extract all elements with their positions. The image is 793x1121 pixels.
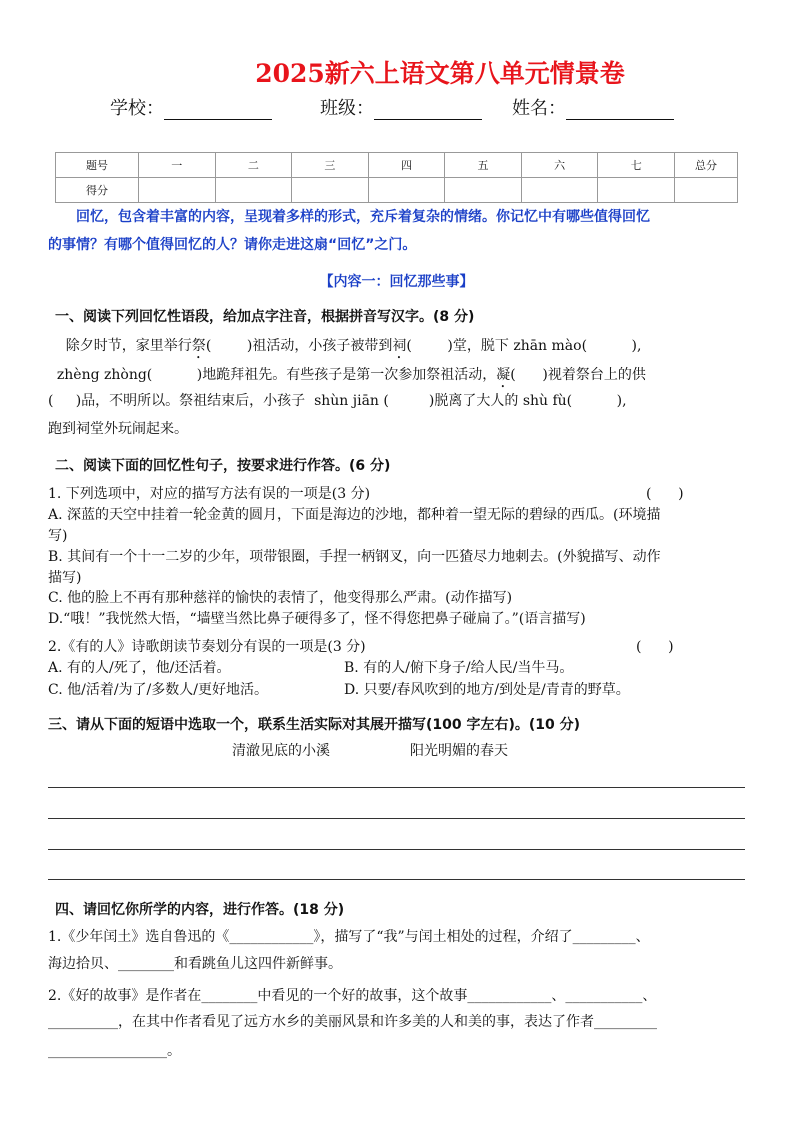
cell: 五 bbox=[445, 153, 522, 178]
school-label: 学校： bbox=[110, 98, 164, 119]
option-a: A. 有的人/死了，他/还活着。 bbox=[48, 660, 231, 676]
score-cell[interactable] bbox=[139, 178, 216, 203]
dotted-char: 凝 bbox=[496, 367, 511, 383]
writing-line[interactable] bbox=[48, 787, 745, 788]
cell: 七 bbox=[598, 153, 675, 178]
intro-line: 的事情？有哪个值得回忆的人？请你走进这扇“回忆”之门。 bbox=[48, 237, 417, 253]
fill-line[interactable]: 1.《少年闰土》选自鲁迅的《____________》，描写了“我”与闰土相处的过程，介绍了_________、 bbox=[48, 929, 650, 945]
text: 除夕时节，家里举行 bbox=[48, 338, 192, 354]
option-line: 描写) bbox=[48, 570, 82, 586]
option-line: D.“哦！”我恍然大悟，“墙壁当然比鼻子硬得多了，怪不得您把鼻子碰扁了。”(语言描写) bbox=[48, 611, 586, 627]
paragraph-line: ( )品，不明所以。祭祖结束后，小孩子 shùn jiān ( )脱离了大人的 shù fù( ), bbox=[48, 393, 627, 409]
class-label: 班级： bbox=[320, 98, 374, 119]
score-cell[interactable] bbox=[215, 178, 292, 203]
answer-paren[interactable]: ( ) bbox=[646, 486, 684, 502]
name-label: 姓名： bbox=[512, 98, 566, 119]
option-c: C. 他/活着/为了/多数人/更好地活。 bbox=[48, 682, 268, 698]
option-line: B. 其间有一个十一二岁的少年，项带银圈，手捏一柄钢叉，向一匹猹尽力地刺去。(外貌描写、动作 bbox=[48, 549, 661, 565]
cell: 一 bbox=[139, 153, 216, 178]
cell: 三 bbox=[292, 153, 369, 178]
school-field[interactable] bbox=[110, 94, 272, 120]
school-blank[interactable] bbox=[164, 101, 272, 120]
cell: 六 bbox=[521, 153, 598, 178]
score-cell[interactable] bbox=[292, 178, 369, 203]
fill-line[interactable]: __________，在其中作者看见了远方水乡的美丽风景和许多美的人和美的事，表达了作者_________ bbox=[48, 1014, 657, 1030]
score-row bbox=[56, 178, 738, 203]
question-2: 2.《有的人》诗歌朗读节奏划分有误的一项是(3 分) bbox=[48, 639, 366, 655]
text: ( )堂，脱下 zhān mào( ), bbox=[406, 338, 642, 354]
paragraph-line: 跑到祠堂外玩闹起来。 bbox=[48, 421, 188, 437]
phrase-option: 阳光明媚的春天 bbox=[410, 743, 508, 759]
cell: 四 bbox=[368, 153, 445, 178]
name-blank[interactable] bbox=[566, 101, 674, 120]
class-blank[interactable] bbox=[374, 101, 482, 120]
text: ( )祖活动，小孩子被带到 bbox=[205, 338, 393, 354]
section-2-heading: 二、阅读下面的回忆性句子，按要求进行作答。(6 分) bbox=[55, 458, 391, 474]
intro-line: 回忆，包含着丰富的内容，呈现着多样的形式，充斥着复杂的情绪。你记忆中有哪些值得回忆 bbox=[76, 209, 650, 225]
question-1: 1. 下列选项中，对应的描写方法有误的一项是(3 分) bbox=[48, 486, 371, 502]
score-cell[interactable] bbox=[521, 178, 598, 203]
exam-title: 2025新六上语文第八单元情景卷 bbox=[255, 59, 625, 88]
answer-paren[interactable]: ( ) bbox=[636, 639, 674, 655]
text: ( )视着祭台上的供 bbox=[510, 367, 646, 383]
score-table bbox=[55, 152, 738, 203]
option-line: 写) bbox=[48, 528, 68, 544]
writing-line[interactable] bbox=[48, 818, 745, 819]
score-cell[interactable] bbox=[675, 178, 738, 203]
dotted-char: 祭 bbox=[191, 338, 206, 354]
writing-line[interactable] bbox=[48, 849, 745, 850]
score-cell[interactable] bbox=[445, 178, 522, 203]
writing-line[interactable] bbox=[48, 879, 745, 880]
option-line: A. 深蓝的天空中挂着一轮金黄的圆月，下面是海边的沙地，都种着一望无际的碧绿的西瓜。(环境描 bbox=[48, 507, 661, 523]
cell: 二 bbox=[215, 153, 292, 178]
part-title: 【内容一：回忆那些事】 bbox=[319, 274, 474, 290]
paragraph-line bbox=[48, 366, 646, 391]
class-field[interactable] bbox=[320, 94, 482, 120]
paragraph-line bbox=[48, 337, 641, 362]
option-line: C. 他的脸上不再有那种慈祥的愉快的表情了，他变得那么严肃。(动作描写) bbox=[48, 590, 513, 606]
text: zhèng zhòng( )地跪拜祖先。有些孩子是第一次参加祭祖活动， bbox=[48, 367, 497, 383]
dotted-char: 祠 bbox=[392, 338, 407, 354]
section-3-heading: 三、请从下面的短语中选取一个，联系生活实际对其展开描写(100 字左右)。(10 分) bbox=[48, 717, 581, 733]
section-4-heading: 四、请回忆你所学的内容，进行作答。(18 分) bbox=[55, 902, 345, 918]
score-cell[interactable] bbox=[368, 178, 445, 203]
phrase-option: 清澈见底的小溪 bbox=[232, 743, 330, 759]
score-cell[interactable] bbox=[598, 178, 675, 203]
cell: 得分 bbox=[56, 178, 139, 203]
fill-line[interactable]: 海边拾贝、________和看跳鱼儿这四件新鲜事。 bbox=[48, 956, 342, 972]
section-1-heading: 一、阅读下列回忆性语段，给加点字注音，根据拼音写汉字。(8 分) bbox=[55, 309, 475, 325]
option-d: D. 只要/春风吹到的地方/到处是/青青的野草。 bbox=[344, 682, 630, 698]
option-b: B. 有的人/俯下身子/给人民/当牛马。 bbox=[344, 660, 574, 676]
fill-line[interactable]: 2.《好的故事》是作者在________中看见的一个好的故事，这个故事____________、___________、 bbox=[48, 988, 657, 1004]
fill-line[interactable]: _________________。 bbox=[48, 1043, 181, 1059]
cell: 题号 bbox=[56, 153, 139, 178]
score-header-row bbox=[56, 153, 738, 178]
name-field[interactable] bbox=[512, 94, 674, 120]
cell: 总分 bbox=[675, 153, 738, 178]
